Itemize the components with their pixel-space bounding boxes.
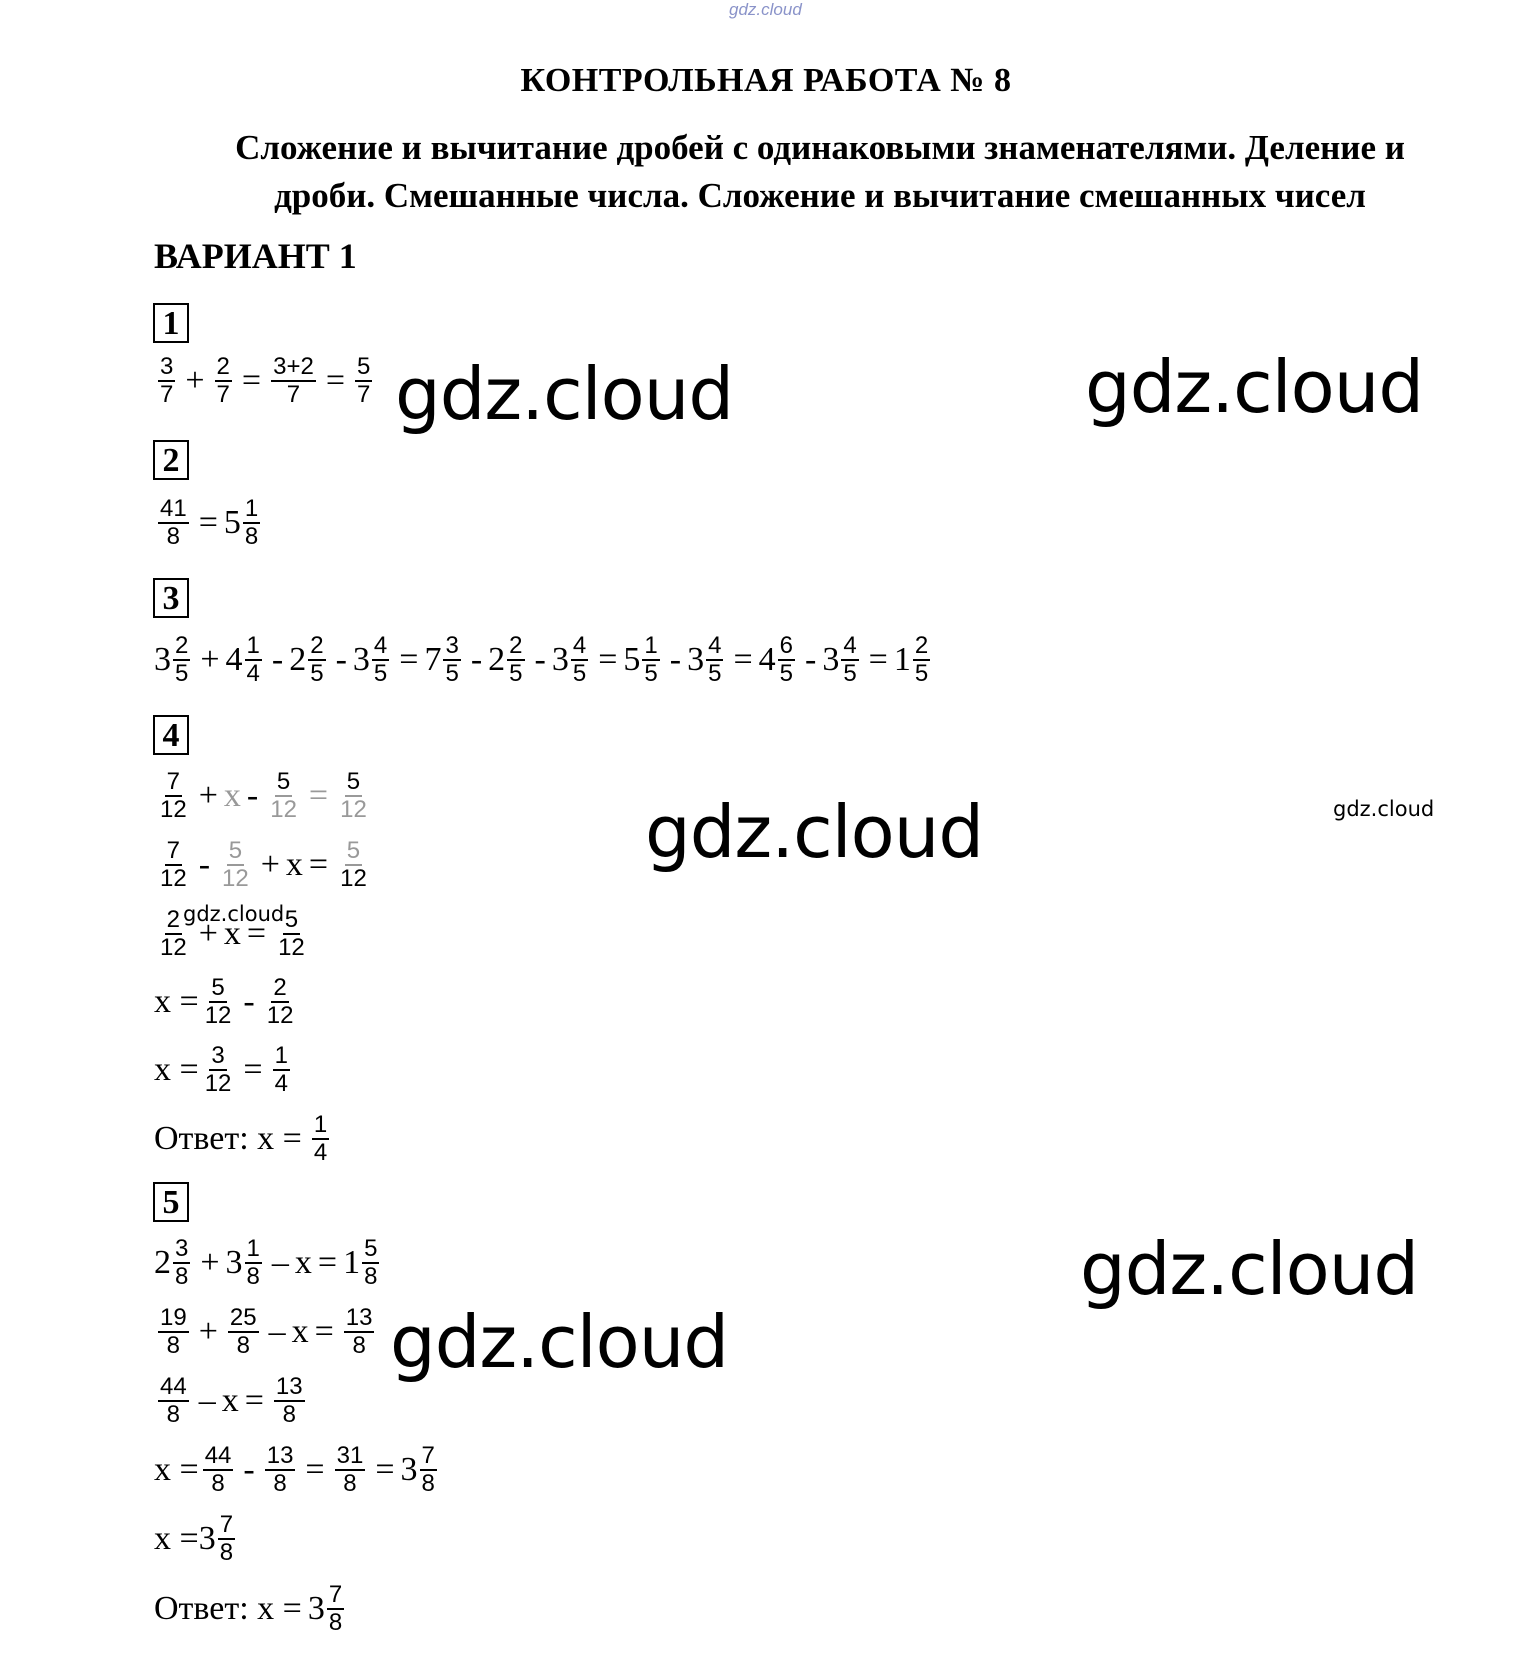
watermark-gdz-small-1: gdz.cloud	[1333, 797, 1435, 821]
task-number-1: 1	[153, 303, 189, 343]
task-5-line-2: $\frac{19}{8}$ + $\frac{25}{8}$ – x = $\frac{13}{8}$	[160, 1304, 373, 1359]
task-number-5: 5	[153, 1182, 189, 1222]
watermark-gdz-2: gdz.cloud	[1085, 345, 1424, 429]
task-number-4: 4	[153, 715, 189, 755]
watermark-gdz-3: gdz.cloud	[645, 790, 984, 874]
task-2-equation: $\frac{41}{8}$ = 5 $\frac{1}{8}$	[154, 490, 264, 556]
task-number-3: 3	[153, 578, 189, 618]
task-4-line-4: x = $\frac{5}{12}$ - $\frac{2}{12}$	[154, 974, 294, 1029]
task-4-line-2: $\frac{7}{12}$ - $\frac{5}{12}$ + x = $\frac{5}{12}$	[160, 837, 367, 892]
task-5-answer: Ответ: x = 3 $\frac{7}{8}$	[154, 1581, 343, 1636]
variant-heading: ВАРИАНТ 1	[154, 236, 357, 276]
subtitle-line-1: Сложение и вычитание дробей с одинаковыми знаменателями. Деление и	[235, 128, 1405, 167]
fraction: $\frac{2}{7}$	[216, 353, 230, 408]
fraction: $\frac{3+2}{7}$	[273, 353, 314, 408]
watermark-gdz-5: gdz.cloud	[390, 1300, 729, 1384]
task-5-line-1: 2 $\frac{3}{8}$ + 3 $\frac{1}{8}$ – x = 1 $\frac{5}{8}$	[154, 1235, 378, 1290]
watermark-gdz-1: gdz.cloud	[395, 352, 734, 436]
task-5-line-5: x = 3 $\frac{7}{8}$	[154, 1511, 234, 1566]
task-1-equation: $\frac{3}{7}$ + $\frac{2}{7}$ = $\frac{3+2}{7}$ = $\frac{5}{7}$	[160, 353, 371, 408]
task-4-answer: Ответ: x = $\frac{1}{4}$	[154, 1111, 328, 1166]
task-4-line-1: $\frac{7}{12}$ + x - $\frac{5}{12}$ = $\frac{5}{12}$	[160, 768, 367, 823]
subtitle-line-2: дроби. Смешанные числа. Сложение и вычитание смешанных чисел	[274, 176, 1366, 215]
task-5-line-3: $\frac{44}{8}$ – x = $\frac{13}{8}$	[160, 1373, 303, 1428]
page-subtitle	[160, 124, 1480, 220]
task-4-line-5: x = $\frac{3}{12}$ = $\frac{1}{4}$	[154, 1042, 288, 1097]
page-title: КОНТРОЛЬНАЯ РАБОТА № 8	[520, 62, 1012, 99]
task-3-equation: 3 $\frac{2}{5}$ + 4 $\frac{1}{4}$ - 2 $\frac{2}{5}$ - 3 $\frac{4}{5}$ = 7 $\frac{3}{5}$ - 2 $\frac{2}{5}$ - 3 $\frac{4}{5}$ = 5 $\frac{1}{5}$ - 3 $\frac{4}{5}$ = 4 $\frac{6}{5}$ - 3 $\frac{4}{5}$ = 1 $\frac{2}{5}$	[154, 632, 929, 687]
fraction: $\frac{3}{7}$	[160, 353, 174, 408]
task-number-2: 2	[153, 440, 189, 480]
watermark-gdz-small-2: gdz.cloud	[183, 902, 285, 926]
task-4-line-3: $\frac{2}{12}$ + x = $\frac{5}{12}$	[160, 906, 305, 961]
mixed-number: 5 $\frac{1}{8}$	[223, 495, 259, 550]
top-watermark: gdz.cloud	[729, 0, 802, 19]
watermark-gdz-4: gdz.cloud	[1080, 1227, 1419, 1311]
fraction: $\frac{5}{7}$	[357, 353, 371, 408]
fraction: $\frac{41}{8}$	[160, 495, 187, 550]
task-5-line-4: x = $\frac{44}{8}$ - $\frac{13}{8}$ = $\frac{31}{8}$ = 3 $\frac{7}{8}$	[154, 1442, 435, 1497]
